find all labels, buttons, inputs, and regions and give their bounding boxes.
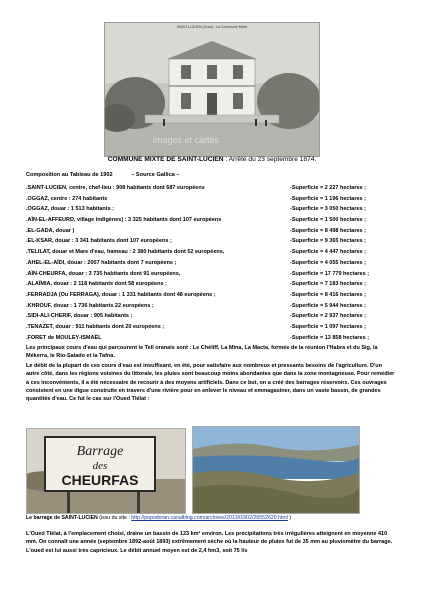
list-item (26, 271, 406, 282)
item-surface: -Superficie = 1 500 hectares ; (290, 217, 366, 224)
list-item (26, 228, 406, 239)
sign-line2: des (92, 460, 108, 472)
barrage-lake-photo (192, 426, 360, 514)
item-surface: -Superficie = 3 050 hectares ; (290, 206, 366, 213)
item-name: .SIDI-ALI-CHERIF, douar : 905 habitants ; (26, 313, 133, 320)
sign-line3: CHEURFAS (61, 472, 139, 488)
item-surface: -Superficie = 4 055 hectares ; (290, 259, 366, 266)
item-surface: -Superficie = 9 365 hectares ; (290, 238, 366, 245)
item-name: .FERRADJA (Ou FERRAGA), douar : 1 331 habitants dont 48 européens ; (26, 291, 216, 298)
caption-title: Le barrage de SAINT-LUCIEN (26, 515, 98, 521)
sign-illustration (27, 429, 185, 513)
sign-line1: Barrage (76, 444, 124, 459)
item-name: .OGGAZ, centre : 274 habitants (26, 195, 108, 202)
list-item (26, 281, 406, 292)
item-surface: -Superficie = 7 183 hectares ; (290, 281, 366, 288)
item-surface: -Superficie = 8 416 hectares ; (290, 291, 366, 298)
item-name: .SAINT-LUCIEN, centre, chef-lieu : 908 habitants dont 687 européens (26, 185, 205, 191)
item-surface: -Superficie = 17 779 hectares ; (290, 270, 370, 277)
paragraph-rivers: Les principaux cours d'eau qui parcourent le Tell oranais sont : Le Chéliff, La Mina, La Macta, formée de la réunion l'Habra et du Sig, la Mékerra, le Rio-Salado et la Tafna. (26, 345, 378, 360)
title-rest: : Arrêté du 23 septembre 1874. (223, 156, 317, 163)
item-surface: -Superficie = 13 858 hectares ; (290, 334, 370, 341)
list-item (26, 217, 406, 228)
paragraph-dams: Le débit de la plupart de ces cours d'eau est insuffisant, en été, pour satisfaire aux nombreux et pressants besoins de l'agriculture. D'un autre côté, dans les régions voisines du littorale, les pluies sont beaucoup moins abondantes que dans la zone montagneuse. Pour remédier à ces inconvénients, il a été nécessaire de recourir à des moyens artificiels. Dans ce but, on a créé des barrages réservoirs. Ces ouvrages consistent en une digue construite en travers d'une rivière pour en enlever le niveau et emmagasiner, dans un vaste bassin, de grandes quantités d'eau. Ce fut le cas sur l'Oued Tlélat : (26, 363, 395, 403)
watermark: images et cartes (153, 135, 220, 145)
list-item (26, 292, 406, 303)
item-surface: -Superficie = 1 097 hectares ; (290, 323, 366, 330)
item-name: .FORET de MOULEY-ISMAËL (26, 334, 102, 341)
postcard-caption: SAINT-LUCIEN (Oran) - La Commune Mixte (176, 25, 248, 29)
item-name: .AÏN-EL-AFFEURD, village indigènes) : 3 325 habitants dont 107 européens (26, 217, 222, 224)
list-item (26, 206, 406, 217)
title-bold: COMMUNE MIXTE DE SAINT-LUCIEN (107, 156, 224, 163)
item-surface: -Superficie = 5 944 hectares ; (290, 302, 366, 309)
item-name: .AÏN-CHEURFA, douar : 3 735 habitants dont 91 européens, (26, 270, 181, 277)
douar-list (26, 185, 406, 345)
item-name: .EL-GADA, douar ) (26, 227, 75, 234)
list-item (26, 196, 406, 207)
item-name: .TENAZET, douar : 911 habitants dont 20 européens ; (26, 323, 165, 330)
list-item (26, 238, 406, 249)
list-item (26, 313, 406, 324)
item-name: .OGGAZ, douar : 1 513 habitants ; (26, 206, 115, 213)
paragraph-oued-tlelat: L'Oued Tlélat, à l'emplacement choisi, draine un bassin de 123 km² environ. Les précipitations très irrégulières atteignent en moyenne 410 mm. On connaît une année (septembre 1892-août 1893) extrêmement sèche où la hauteur de pluies fut de 35 mm au pluviomètre du barrage. L'oued est lui aussi très capricieux. Le débit annuel moyen est de 2,4 hm3, soit 75 l/s (26, 531, 393, 554)
list-item (26, 303, 406, 314)
item-name: .AHEL-EL-AÏDI, douar : 2007 habitants dont 7 européens ; (26, 259, 177, 266)
list-item (26, 260, 406, 271)
item-name: .ALAÏMIA, douar : 2 118 habitants dont 58 européens ; (26, 281, 167, 288)
list-item (26, 324, 406, 335)
item-surface: -Superficie = 2 227 hectares ; (290, 185, 366, 191)
lake-illustration (193, 427, 359, 513)
composition-line: Composition au Tableau de 1902 – Source Gallica – (26, 172, 180, 178)
barrage-sign-photo (26, 428, 186, 514)
commune-mixte-building-photo (104, 22, 320, 157)
caption-source-prefix: (issu du site : (97, 515, 132, 521)
caption-source-suffix: ) (287, 515, 292, 521)
item-surface: -Superficie = 8 498 hectares ; (290, 227, 366, 234)
item-name: .EL-KSAR, douar : 3 341 habitants dont 107 européens ; (26, 238, 172, 245)
image-caption (26, 515, 291, 521)
item-name: .TELILAT, douar et Mare d'eau, hameau : 2 380 habitants dont 52 européens, (26, 249, 225, 256)
item-surface: -Superficie = 1 196 hectares ; (290, 195, 366, 202)
item-name: .KHROUF, douar : 1 736 habitants 22 européens ; (26, 302, 154, 309)
list-item (26, 185, 406, 196)
page-title (0, 156, 424, 163)
item-surface: -Superficie = 2 937 hectares ; (290, 313, 366, 320)
list-item (26, 249, 406, 260)
source-link[interactable]: http://popodoran.canalblog.com/archives/2013/03/02/26552620.html (131, 515, 288, 521)
item-surface: -Superficie = 4 447 hectares ; (290, 249, 366, 256)
